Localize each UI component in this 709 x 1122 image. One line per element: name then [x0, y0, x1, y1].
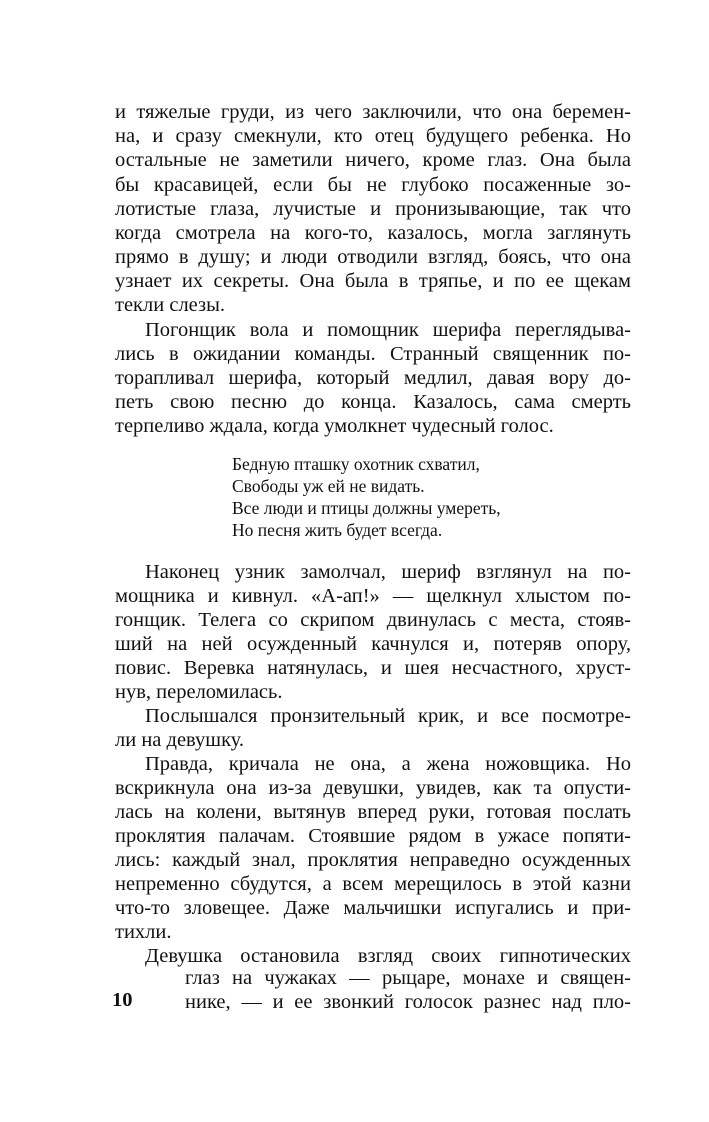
paragraph-1-line-2: на, и сразу смекнули, кто отец будущего ребенка. Но [115, 125, 631, 147]
verse-line-1: Бедную пташку охотник схватил, [232, 454, 480, 474]
paragraph-5-line-7: что-то зловещее. Даже мальчишки испугались и при- [115, 897, 631, 919]
paragraph-3-line-4: ший на ней осужденный качнулся и, потеряв опору, [115, 633, 631, 655]
verse-line-2: Свободы уж ей не видать. [232, 476, 425, 496]
verse-line-3: Все люди и птицы должны умереть, [232, 498, 501, 518]
paragraph-6-line-3: нике, — и ее звонкий голосок разнес над пло- [185, 991, 631, 1013]
paragraph-3-line-6: нув, переломилась. [115, 681, 283, 703]
paragraph-1-line-8: узнает их секреты. Она была в тряпье, и по ее щекам [115, 270, 631, 292]
paragraph-3-line-3: гонщик. Телега со скрипом двинулась с места, стояв- [115, 609, 631, 631]
paragraph-2-line-2: лись в ожидании команды. Странный священник по- [115, 343, 631, 365]
verse-line-4: Но песня жить будет всегда. [232, 520, 443, 540]
paragraph-3-line-1: Наконец узник замолчал, шериф взглянул на по- [145, 561, 631, 583]
paragraph-6-line-1: Девушка остановила взгляд своих гипнотических [145, 945, 631, 967]
paragraph-4-line-2: ли на девушку. [115, 729, 245, 751]
paragraph-2-line-1: Погонщик вола и помощник шерифа переглядыва- [145, 319, 631, 341]
paragraph-4-line-1: Послышался пронзительный крик, и все посмотре- [145, 705, 631, 727]
paragraph-1-line-5: лотистые глаза, лучистые и пронизывающие, так что [115, 198, 631, 220]
paragraph-1-line-3: остальные не заметили ничего, кроме глаз. Она была [115, 149, 631, 171]
paragraph-5-line-2: вскрикнула она из-за девушки, увидев, как та опусти- [115, 777, 631, 799]
paragraph-3-line-2: мощника и кивнул. «А-ап!» — щелкнул хлыстом по- [115, 585, 631, 607]
paragraph-5-line-8: тихли. [115, 921, 172, 943]
paragraph-5-line-5: лись: каждый знал, проклятия неправедно осужденных [115, 849, 631, 871]
paragraph-3-line-5: повис. Веревка натянулась, и шея несчастного, хруст- [115, 657, 631, 679]
paragraph-1-line-7: прямо в душу; и люди отводили взгляд, боясь, что она [115, 246, 631, 268]
paragraph-5-line-3: лась на колени, вытянув вперед руки, готовая послать [115, 801, 631, 823]
paragraph-5-line-1: Правда, кричала не она, а жена ножовщика. Но [145, 753, 631, 775]
paragraph-1-line-4: бы красавицей, если бы не глубоко посаженные зо- [115, 174, 631, 196]
paragraph-2-line-5: терпеливо ждала, когда умолкнет чудесный голос. [115, 415, 554, 437]
paragraph-2-line-3: торапливал шерифа, который медлил, давая вору до- [115, 367, 631, 389]
paragraph-2-line-4: петь свою песню до конца. Казалось, сама смерть [115, 391, 631, 413]
paragraph-1-line-6: когда смотрела на кого-то, казалось, могла заглянуть [115, 222, 631, 244]
page-number: 10 [112, 989, 133, 1011]
paragraph-1-line-9: текли слезы. [115, 294, 226, 316]
paragraph-5-line-4: проклятия палачам. Стоявшие рядом в ужасе попяти- [115, 825, 631, 847]
paragraph-6-line-2: глаз на чужаках — рыцаре, монахе и священ- [185, 967, 631, 989]
paragraph-5-line-6: непременно сбудутся, а всем мерещилось в этой казни [115, 873, 631, 895]
paragraph-1-line-1: и тяжелые груди, из чего заключили, что она беремен- [115, 101, 631, 123]
